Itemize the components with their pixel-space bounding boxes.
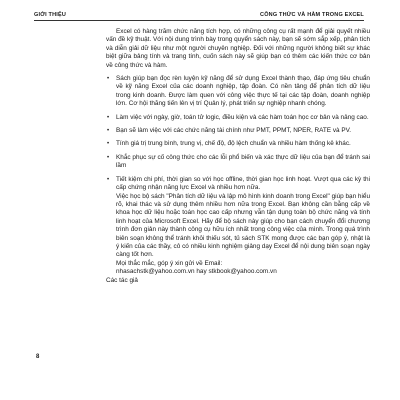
bullet-icon: • xyxy=(107,141,110,148)
bullet-item xyxy=(106,75,370,109)
intro-paragraph: Excel có hàng trăm chức năng tích hợp, có những công cụ rất mạnh để giải quyết nhiều vấn đề kỹ thuật. Với nội dung trình bày trong quyển sách này, bạn sẽ sớm sắp xếp, phân tích và diễn giải dữ liệu như một người chuyên nghiệp. Đối với những người không biết sự khác biệt giữa bảng tính và trang tính, cuốn sách này sẽ giúp bạn có thêm các kiến thức cơ bản về công thức và hàm. xyxy=(106,28,370,69)
bullet-text: Khắc phục sự cố công thức cho các lỗi phổ biến và xác thực dữ liệu của bạn để tránh sai lầm xyxy=(116,153,370,170)
bullet-text: Làm việc với ngày, giờ, toán tử logic, điều kiện và các hàm toán học cơ bản và nâng cao. xyxy=(116,113,369,121)
bullet-item xyxy=(106,140,370,148)
bullet-text: Bạn sẽ làm việc với các chức năng tài chính như PMT, PPMT, NPER, RATE và PV. xyxy=(116,127,352,135)
bullet-item xyxy=(106,154,370,171)
bullet-icon: • xyxy=(107,154,110,161)
closing-paragraph: Việc học bộ sách "Phân tích dữ liệu và lập mô hình kinh doanh trong Excel" giúp bạn hiểu rõ, khai thác và sử dụng thêm nhiều hơn nữa trong Excel. Bạn không cần bằng cấp về khoa học dữ liệu hoặc toán học cao cấp nhưng vẫn tận dụng toàn bộ chức năng và tính linh hoạt của Microsoft Excel. Hãy để bộ sách này giúp cho bạn cách chuyển đổi chương trình đơn giản này thành công cụ hữu ích nhất trong công việc của mình. Trong quá trình biên soạn không thể tránh khỏi thiếu sót, tủ sách STK mong được các bạn góp ý, nhật là ý kiến của các thầy, cô có nhiều kinh nghiệm giảng dạy Excel để nội dung biên soạn ngày càng tốt hơn. xyxy=(116,192,370,259)
header-section-title: GIỚI THIỆU xyxy=(34,12,67,18)
header-book-title: CÔNG THỨC VÀ HÀM TRONG EXCEL xyxy=(260,12,364,18)
author-signature: Các tác giả xyxy=(106,276,138,284)
bullet-icon: • xyxy=(107,114,110,121)
contact-email: nhasachstk@yahoo.com.vn hay stkbook@yahoo.com.vn xyxy=(116,268,277,276)
bullet-text: Sách giúp bạn đọc rèn luyện kỹ năng để sử dụng Excel thành thạo, đáp ứng tiêu chuẩn về kỹ năng Excel của các doanh nghiệp, tập đoàn. Có nền tảng để phân tích dữ liệu trong kinh doanh. Được làm quen với công việc thực tế tại các tập đoàn, doanh nghiệp lớn. Cơ hội thăng tiến lên vị trí Quản lý, phát triển sự nghiệp nhanh chóng. xyxy=(116,75,370,108)
bullet-item xyxy=(106,127,370,135)
running-header xyxy=(34,8,364,21)
page-content xyxy=(106,28,370,285)
contact-line: Mọi thắc mắc, góp ý xin gửi về Email: xyxy=(116,259,223,267)
bullet-item xyxy=(106,114,370,122)
bullet-text: Tiết kiệm chi phí, thời gian so với học offline, thời gian học linh hoạt. Vượt qua các kỳ thi cấp chứng nhận năng lực Excel và nhiều hơn nữa. xyxy=(116,175,370,192)
bullet-text: Tính giá trị trung bình, trung vị, chế độ, độ lệch chuẩn và nhiều hàm thống kê khác. xyxy=(116,140,351,148)
bullet-icon: • xyxy=(107,176,110,183)
bullet-icon: • xyxy=(107,76,110,83)
bullet-item xyxy=(106,176,370,193)
page-number: 8 xyxy=(36,354,40,360)
bullet-icon: • xyxy=(107,128,110,135)
